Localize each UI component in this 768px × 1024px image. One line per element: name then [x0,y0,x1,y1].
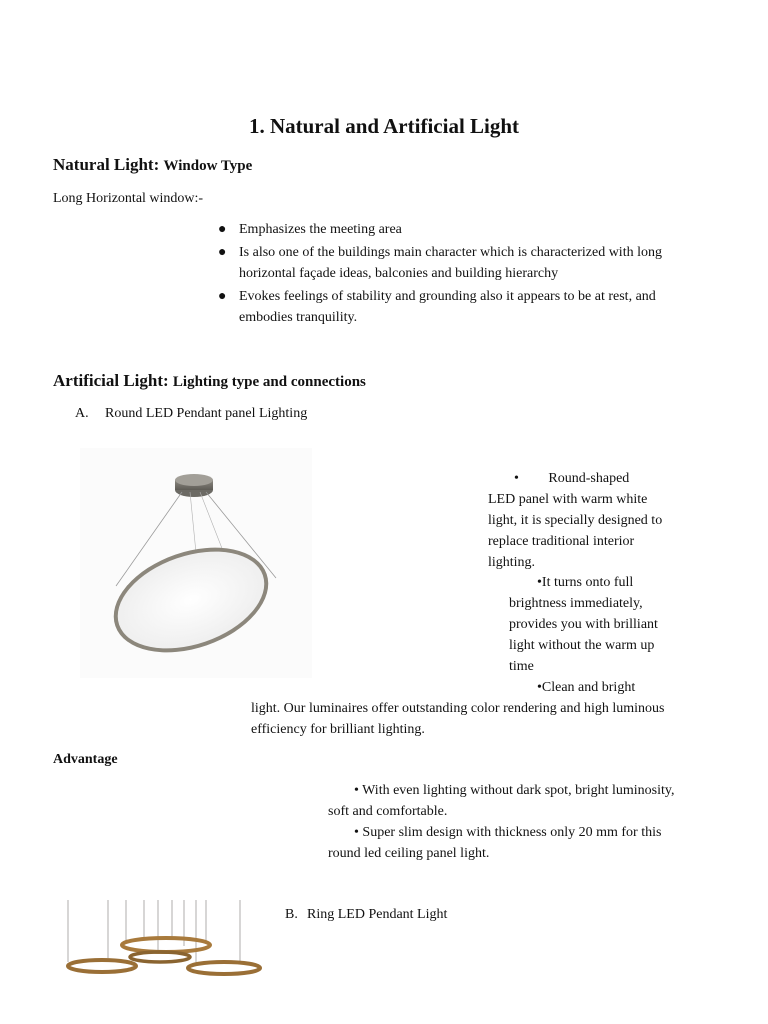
natural-bullet-text: Is also one of the buildings main character which is characterized with long horizontal façade ideas, balconies and building hierarchy [239,245,662,281]
page-title: 1. Natural and Artificial Light [248,114,520,138]
advantage-heading: Advantage [53,752,118,767]
artificial-heading-main: Artificial Light: [53,371,169,390]
description-first-line: • Round-shaped [514,471,630,486]
list-item [217,242,687,284]
feature-2-paragraph: brightness immediately, provides you with brilliant light without the warm up time [509,596,658,674]
bullet-icon: • [354,825,359,840]
ring-led-pendant-image [62,900,270,1024]
feature-2-first-line: •It turns onto full [537,575,634,590]
natural-light-heading [53,155,252,175]
list-item [217,219,687,240]
natural-intro: Long Horizontal window:- [53,191,204,206]
item-b-marker: B. [285,907,298,922]
artificial-light-heading [53,371,366,391]
natural-bullet-list [217,219,687,328]
artificial-heading-sub: Lighting type and connections [172,374,366,390]
bullet-icon: ● [218,289,227,304]
round-led-description [488,468,680,573]
natural-bullet-text: Emphasizes the meeting area [239,222,402,237]
feature-3-first-line: •Clean and bright [537,680,636,695]
natural-bullet-text: Evokes feelings of stability and grounding also it appears to be at rest, and embodies tranquility. [239,289,656,325]
advantage-item-1 [328,780,680,822]
item-a-label: Round LED Pendant panel Lighting [105,406,308,421]
advantage-text: With even lighting without dark spot, bright luminosity, soft and comfortable. [328,783,675,819]
natural-heading-main: Natural Light: [53,155,160,174]
round-led-pendant-image [80,448,312,678]
round-pendant-illustration [80,448,312,678]
ring-pendant-illustration [62,900,270,1024]
list-item [217,286,687,328]
advantage-item-2 [328,822,680,864]
description-paragraph-1: LED panel with warm white light, it is specially designed to replace traditional interior lighting. [488,492,663,570]
advantage-text: Super slim design with thickness only 20 mm for this round led ceiling panel light. [328,825,662,861]
bullet-icon: • [514,471,519,486]
bullet-icon: • [354,783,359,798]
item-a-marker: A. [75,406,89,421]
bullet-icon: ● [218,222,227,237]
round-led-feature-2 [509,572,681,677]
bullet-icon: ● [218,245,227,260]
feature-3-paragraph: light. Our luminaires offer outstanding color rendering and high luminous efficiency for brilliant lighting. [251,701,665,737]
item-b-label: Ring LED Pendant Light [307,907,448,922]
natural-heading-sub: Window Type [163,158,253,174]
